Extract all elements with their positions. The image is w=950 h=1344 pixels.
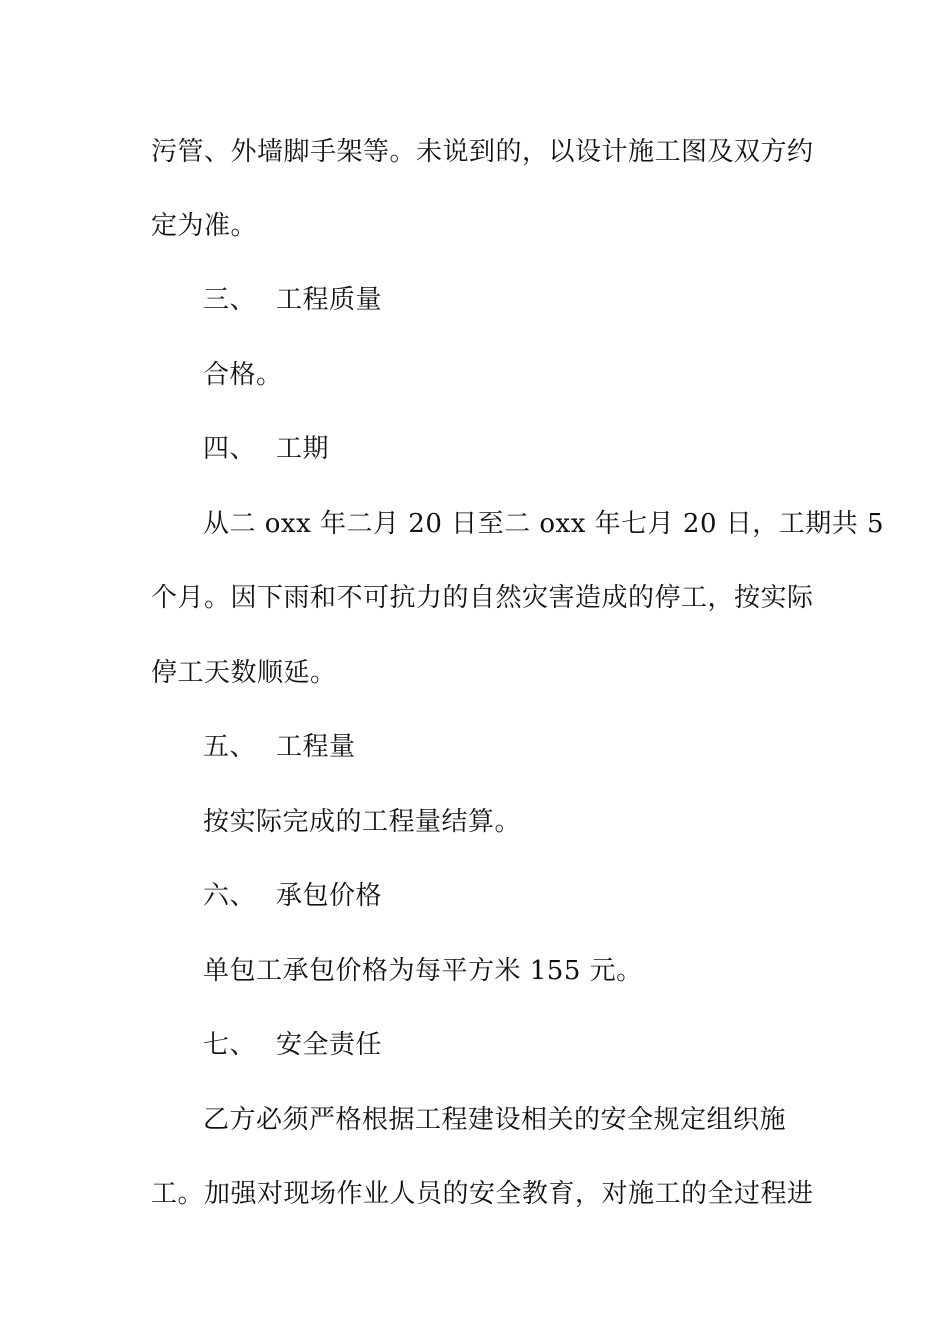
section-title: 工程量 <box>276 732 356 762</box>
section-number: 五、 <box>203 732 257 762</box>
section-heading-4 <box>203 431 329 467</box>
section-title: 工程质量 <box>276 285 383 315</box>
section-number: 四、 <box>203 434 257 464</box>
section-number: 三、 <box>203 285 257 315</box>
paragraph-line: 乙方必须严格根据工程建设相关的安全规定组织施 <box>203 1105 787 1135</box>
section-heading-6 <box>203 878 382 914</box>
section-title: 承包价格 <box>276 881 383 911</box>
paragraph-line: 污管、外墙脚手架等。未说到的，以设计施工图及双方约 <box>151 137 814 167</box>
section-number: 七、 <box>203 1030 257 1060</box>
paragraph-line: 停工天数顺延。 <box>151 658 337 688</box>
paragraph-line: 定为准。 <box>151 211 258 241</box>
paragraph-line: 单包工承包价格为每平方米 155 元。 <box>203 956 643 986</box>
section-number: 六、 <box>203 881 257 911</box>
paragraph-line: 按实际完成的工程量结算。 <box>203 807 522 837</box>
paragraph-line: 合格。 <box>203 360 283 390</box>
paragraph-line: 从二 oxx 年二月 20 日至二 oxx 年七月 20 日，工期共 5 <box>203 509 885 539</box>
paragraph-line: 工。加强对现场作业人员的安全教育，对施工的全过程进 <box>151 1179 814 1209</box>
section-heading-5 <box>203 729 356 765</box>
paragraph-line: 个月。因下雨和不可抗力的自然灾害造成的停工，按实际 <box>151 583 814 613</box>
section-title: 安全责任 <box>276 1030 383 1060</box>
section-heading-7 <box>203 1027 382 1063</box>
section-title: 工期 <box>276 434 330 464</box>
section-heading-3 <box>203 282 382 318</box>
